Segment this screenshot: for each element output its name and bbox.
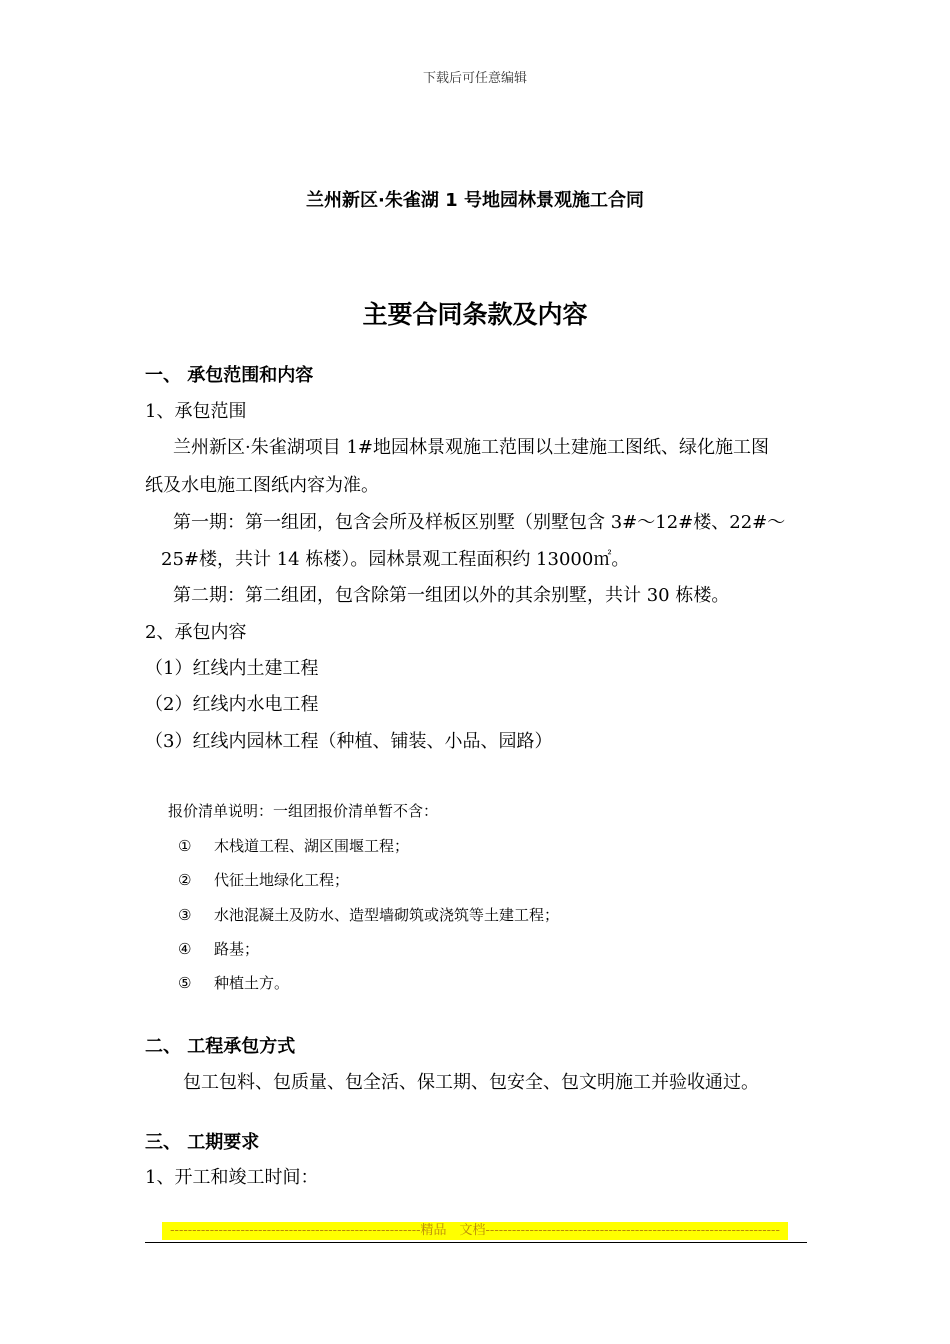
quote-note-title: 报价清单说明：一组团报价清单暂不含： <box>168 802 439 820</box>
section-1-sub-1: 1、承包范围 <box>145 401 247 422</box>
section-2-heading: 二、 工程承包方式 <box>145 1036 296 1057</box>
content-item-1: （1）红线内土建工程 <box>145 658 319 679</box>
exclusion-text: 路基； <box>214 940 260 958</box>
exclusion-item-5 <box>178 972 289 993</box>
section-3-sub-1: 1、开工和竣工时间： <box>145 1167 319 1188</box>
exclusion-item-4 <box>178 938 259 959</box>
phase-2-line: 第二期：第二组团，包含除第一组团以外的其余别墅，共计 30 栋楼。 <box>173 585 730 606</box>
exclusion-number: ① <box>178 837 192 855</box>
scope-paragraph-line-1: 兰州新区·朱雀湖项目 1#地园林景观施工范围以土建施工图纸、绿化施工图 <box>173 437 769 458</box>
header-note: 下载后可任意编辑 <box>422 71 527 86</box>
exclusion-item-2 <box>178 869 349 890</box>
footer-banner: ---------------------------------------------------------精品 文档------------------------------------------------------------------- <box>162 1222 788 1240</box>
exclusion-text: 种植土方。 <box>214 974 290 992</box>
exclusion-item-1 <box>178 835 409 856</box>
phase-1-line-2: 25#楼，共计 14 栋楼）。园林景观工程面积约 13000㎡。 <box>161 549 630 570</box>
content-item-2: （2）红线内水电工程 <box>145 694 319 715</box>
exclusion-text: 代征土地绿化工程； <box>214 871 350 889</box>
exclusion-text: 木栈道工程、湖区围堰工程； <box>214 837 410 855</box>
section-1-heading: 一、 承包范围和内容 <box>145 365 314 386</box>
exclusion-number: ③ <box>178 906 192 924</box>
exclusion-item-3 <box>178 904 559 925</box>
footer-divider <box>145 1242 807 1243</box>
exclusion-number: ② <box>178 871 192 889</box>
exclusion-text: 水池混凝土及防水、造型墙砌筑或浇筑等土建工程； <box>214 906 560 924</box>
exclusion-number: ④ <box>178 940 192 958</box>
phase-1-line-1: 第一期：第一组团，包含会所及样板区别墅（别墅包含 3#～12#楼、22#～ <box>173 512 786 533</box>
exclusion-number: ⑤ <box>178 974 192 992</box>
section-3-heading: 三、 工期要求 <box>145 1132 260 1153</box>
document-title: 兰州新区·朱雀湖 1 号地园林景观施工合同 <box>306 190 644 211</box>
scope-paragraph-line-2: 纸及水电施工图纸内容为准。 <box>145 475 379 496</box>
section-2-text: 包工包料、包质量、包全活、保工期、包安全、包文明施工并验收通过。 <box>183 1072 759 1093</box>
document-subtitle: 主要合同条款及内容 <box>362 300 588 329</box>
section-1-sub-2: 2、承包内容 <box>145 622 247 643</box>
content-item-3: （3）红线内园林工程（种植、铺装、小品、园路） <box>145 731 553 752</box>
